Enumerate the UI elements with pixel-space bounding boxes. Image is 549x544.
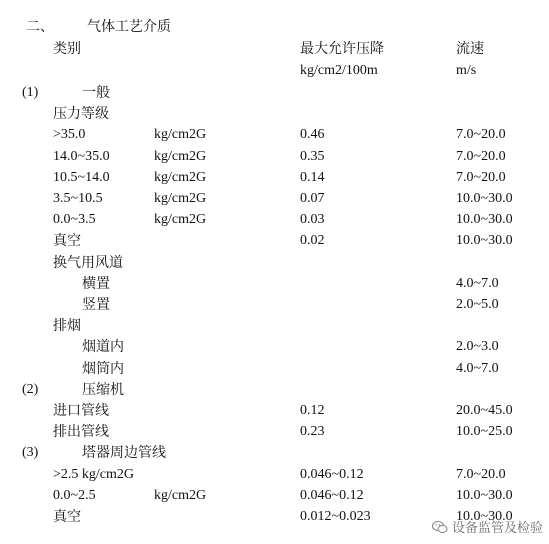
row-label: 0.0~3.5 (53, 212, 96, 228)
row-velocity: 10.0~30.0 (456, 233, 513, 249)
row-number: (3) (22, 445, 39, 461)
row-velocity: 10.0~30.0 (456, 212, 513, 228)
row-label: 一般 (82, 85, 110, 101)
row-pressure-drop: 0.046~0.12 (300, 487, 364, 503)
row-pressure-drop: 0.46 (300, 127, 325, 143)
column-header-velocity: 流速 (456, 41, 484, 57)
row-velocity: 4.0~7.0 (456, 360, 499, 376)
section-number: 二、 (26, 19, 54, 35)
row-pressure-drop: 0.02 (300, 233, 325, 249)
row-velocity: 2.0~5.0 (456, 297, 499, 312)
row-label: 烟道内 (82, 339, 124, 356)
row-velocity: 2.0~3.0 (456, 339, 499, 355)
row-label: 横置 (82, 275, 110, 292)
row-pressure-drop: 0.14 (300, 169, 325, 185)
row-label: 3.5~10.5 (53, 191, 103, 206)
row-pressure-drop: 0.12 (300, 403, 325, 418)
row-velocity: 7.0~20.0 (456, 127, 506, 143)
row-label: >35.0 (53, 127, 86, 143)
wechat-icon (432, 519, 448, 535)
row-label: 压力等级 (53, 106, 109, 123)
row-label: 10.5~14.0 (53, 169, 110, 185)
row-pressure-drop: 0.012~0.023 (300, 509, 371, 524)
unit-velocity: m/s (456, 63, 477, 78)
row-velocity: 10.0~25.0 (456, 424, 513, 440)
row-label: 14.0~35.0 (53, 148, 110, 164)
row-unit: kg/cm2G (154, 191, 207, 206)
row-label: 压缩机 (82, 381, 124, 398)
watermark-text: 设备监管及检验 (451, 521, 543, 536)
row-label: 烟筒内 (82, 360, 124, 377)
row-pressure-drop: 0.07 (300, 191, 325, 206)
row-pressure-drop: 0.23 (300, 424, 325, 440)
unit-pressure-drop: kg/cm2/100m (300, 63, 378, 78)
row-label: 进口管线 (53, 403, 109, 419)
row-velocity: 20.0~45.0 (456, 403, 513, 418)
row-velocity: 10.0~30.0 (456, 487, 513, 503)
row-number: (2) (22, 381, 39, 397)
row-unit: kg/cm2G (154, 169, 207, 185)
column-header-pressure-drop: 最大允许压降 (300, 41, 384, 57)
row-label: 0.0~2.5 (53, 487, 96, 503)
row-label: 竖置 (82, 297, 110, 313)
row-number: (1) (22, 85, 39, 100)
row-velocity: 10.0~30.0 (456, 191, 513, 206)
row-label: 塔器周边管线 (82, 445, 166, 462)
row-label: >2.5 kg/cm2G (53, 466, 134, 482)
column-header-category: 类别 (53, 41, 81, 57)
row-unit: kg/cm2G (154, 487, 207, 503)
row-label: 排烟 (53, 318, 81, 335)
row-velocity: 7.0~20.0 (456, 466, 506, 482)
row-velocity: 7.0~20.0 (456, 169, 506, 185)
row-pressure-drop: 0.046~0.12 (300, 466, 364, 482)
row-unit: kg/cm2G (154, 127, 207, 143)
row-pressure-drop: 0.35 (300, 148, 325, 164)
watermark (432, 517, 543, 536)
row-label: 排出管线 (53, 424, 109, 441)
row-pressure-drop: 0.03 (300, 212, 325, 228)
row-velocity: 10.0~30.0 (456, 509, 513, 524)
row-unit: kg/cm2G (154, 212, 207, 228)
row-velocity: 7.0~20.0 (456, 148, 506, 164)
row-label: 换气用风道 (53, 254, 123, 271)
row-label: 真空 (53, 509, 81, 525)
row-label: 真空 (53, 233, 81, 250)
row-unit: kg/cm2G (154, 148, 207, 164)
row-velocity: 4.0~7.0 (456, 275, 499, 291)
section-title: 气体工艺介质 (87, 19, 171, 35)
